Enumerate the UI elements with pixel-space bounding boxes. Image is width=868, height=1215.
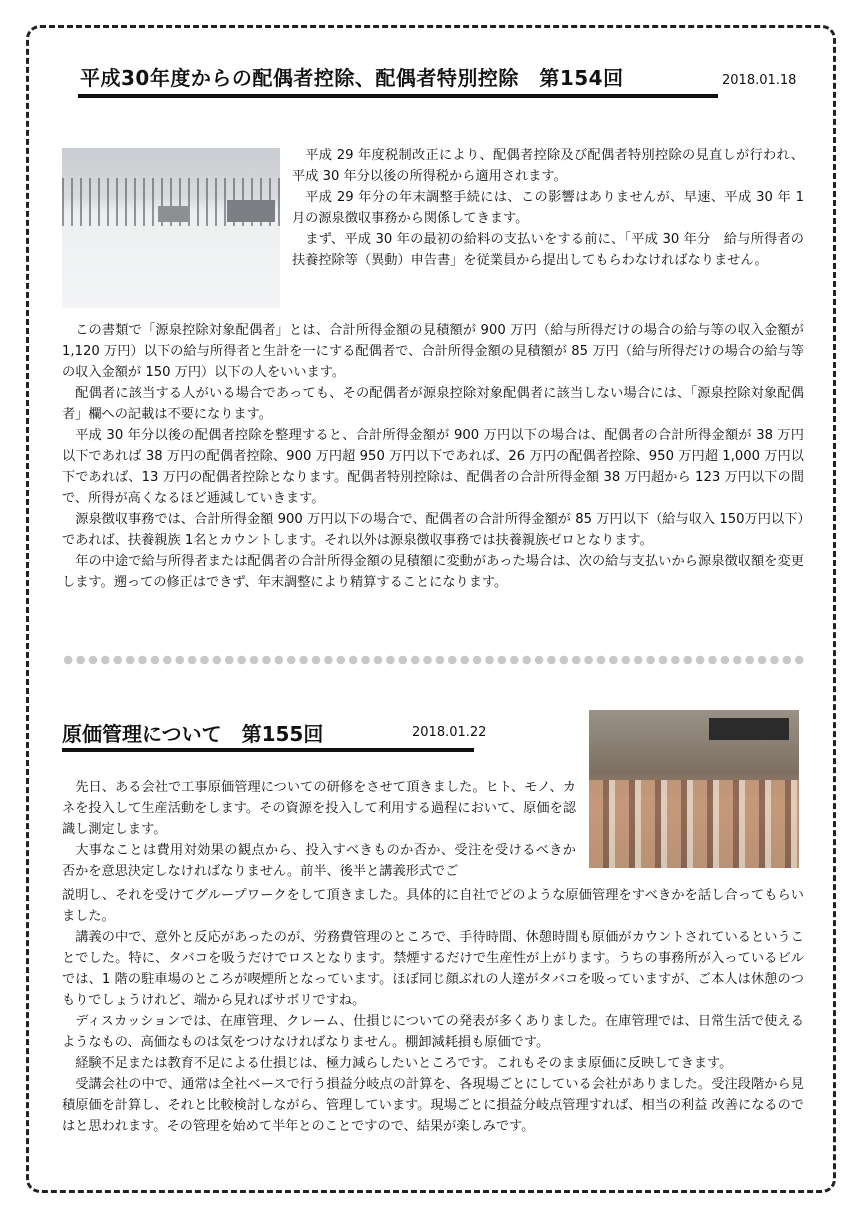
paragraph: 大事なことは費用対効果の観点から、投入すべきものか否か、受注を受けるべきか否かを意思決定しなければなりません。前半、後半と講義形式でご — [62, 843, 576, 879]
paragraph: 配偶者に該当する人がいる場合であっても、その配偶者が源泉控除対象配偶者に該当しない場合には、「源泉控除対象配偶者」欄への記載は不要になります。 — [62, 386, 804, 422]
paragraph: 平成 29 年度税制改正により、配偶者控除及び配偶者特別控除の見直しが行われ、平成 30 年分以後の所得税から適用されます。 — [292, 148, 804, 184]
article-154-title-underline — [78, 94, 718, 98]
paragraph: 受講会社の中で、通常は全社ベースで行う損益分岐点の計算を、各現場ごとにしている会社がありました。受注段階から見積原価を計算し、それと比較検討しながら、管理しています。現場ごとに損益分岐点管理すれば、相当の利益 改善になるのではと思われます。その管理を始めて半年とのことですので、結果が楽しみです。 — [62, 1077, 804, 1134]
paragraph: 講義の中で、意外と反応があったのが、労務費管理のところで、手待時間、休憩時間も原価がカウントされているということでした。特に、タバコを吸うだけでロスとなります。禁煙するだけで生産性が上がります。うちの事務所が入っているビルでは、1 階の駐車場のところが喫煙所となっています。ほぼ同じ顔ぶれの人達がタバコを吸っていますが、ご本人は休憩のつもりでしょうけれど、端から見ればサボリですね。 — [62, 930, 804, 1008]
paragraph: ディスカッションでは、在庫管理、クレーム、仕損じについての発表が多くありました。在庫管理では、日常生活で使えるようなもの、高価なものは気をつけなければなりません。棚卸減耗損も原価です。 — [62, 1014, 804, 1050]
article-154-intro — [292, 145, 804, 271]
article-155-title: 原価管理について 第155回 — [62, 722, 324, 746]
paragraph: 年の中途で給与所得者または配偶者の合計所得金額の見積額に変動があった場合は、次の給与支払いから源泉徴収額を変更します。遡っての修正はできず、年末調整により精算することになります。 — [62, 554, 804, 590]
paragraph: 平成 29 年分の年末調整手続には、この影響はありませんが、早速、平成 30 年 1 月の源泉徴収事務から関係してきます。 — [292, 190, 804, 226]
article-154-title: 平成30年度からの配偶者控除、配偶者特別控除 第154回 — [80, 66, 624, 90]
article-155-body — [62, 885, 804, 1137]
article-154-date: 2018.01.18 — [722, 73, 797, 88]
festival-crowd-photo — [589, 710, 799, 868]
snow-field-photo — [62, 148, 280, 308]
paragraph: 平成 30 年分以後の配偶者控除を整理すると、合計所得金額が 900 万円以下の場合は、配偶者の合計所得金額が 38 万円以下であれば 38 万円の配偶者控除、900 万円超 950 万円以下であれば、26 万円の配偶者控除、950 万円超 1,000 万円以下であれば、13 万円の配偶者控除となります。配偶者特別控除は、配偶者の合計所得金額 38 万円超から 123 万円以下の間で、所得が高くなるほど逓減していきます。 — [62, 428, 804, 506]
paragraph: 説明し、それを受けてグループワークをして頂きました。具体的に自社でどのような原価管理をすべきかを話し合ってもらいました。 — [62, 888, 804, 924]
paragraph: 源泉徴収事務では、合計所得金額 900 万円以下の場合で、配偶者の合計所得金額が 85 万円以下（給与収入 150万円以下）であれば、扶養親族 1名とカウントします。それ以外は源泉徴収事務では扶養親族ゼロとなります。 — [62, 512, 804, 548]
shop-sign — [709, 718, 789, 740]
paragraph: まず、平成 30 年の最初の給料の支払いをする前に、「平成 30 年分 給与所得者の扶養控除等（異動）申告書」を従業員から提出してもらわなければなりません。 — [292, 232, 804, 268]
building — [227, 200, 275, 222]
paragraph: 経験不足または教育不足による仕損じは、極力減らしたいところです。これもそのまま原価に反映してきます。 — [75, 1056, 733, 1071]
dotted-divider — [62, 654, 804, 666]
article-155-date: 2018.01.22 — [412, 725, 487, 740]
article-154-body — [62, 320, 804, 593]
distant-house — [158, 206, 188, 222]
article-155-intro — [62, 777, 576, 882]
paragraph: 先日、ある会社で工事原価管理についての研修をさせて頂きました。ヒト、モノ、カネを投入して生産活動をします。その資源を投入して利用する過程において、原価を認識し測定します。 — [62, 780, 576, 837]
paragraph: この書類で「源泉控除対象配偶者」とは、合計所得金額の見積額が 900 万円（給与所得だけの場合の給与等の収入金額が 1,120 万円）以下の給与所得者と生計を一にする配偶者で、合計所得金額の見積額が 85 万円（給与所得だけの場合の給与等の収入金額が 150 万円）以下の人をいいます。 — [62, 323, 804, 380]
crowd — [589, 780, 799, 868]
article-155-title-underline — [62, 748, 474, 752]
